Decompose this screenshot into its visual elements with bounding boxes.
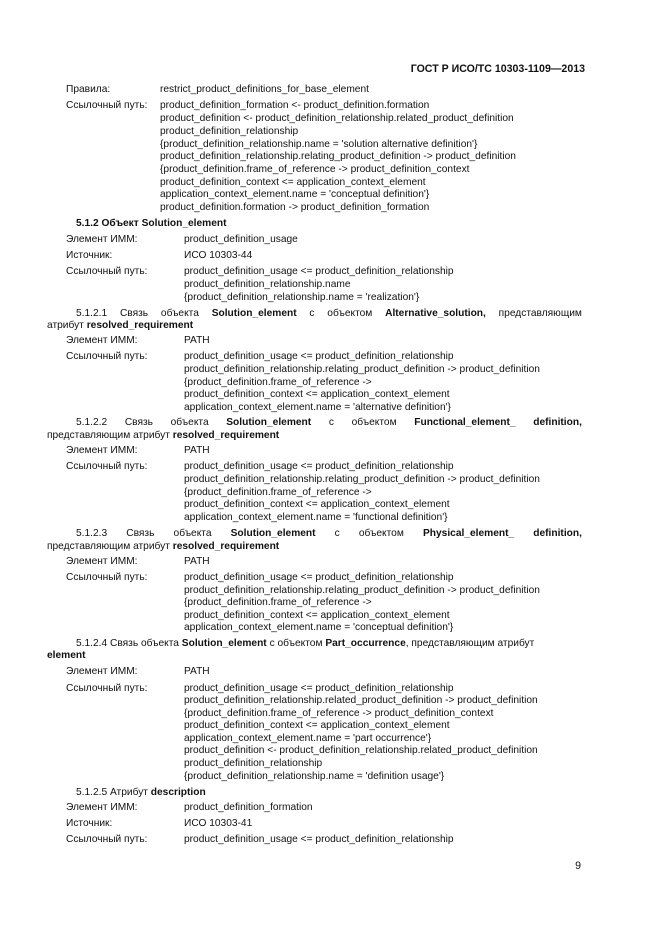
heading-word: объектом (351, 417, 397, 428)
ref-line: product_definition_relationship (160, 126, 299, 137)
section-heading-cont (47, 320, 193, 332)
heading-number: 5.1.2 Объект (76, 218, 139, 229)
heading-entity: Solution_element (226, 417, 312, 428)
heading-word: представляющим атрибут (47, 541, 170, 552)
aim-element-value: PATH (184, 666, 210, 677)
ref-path-label: Ссылочный путь: (66, 100, 148, 111)
ref-line: {product_definition.frame_of_reference -> (184, 377, 372, 388)
ref-line: {product_definition.frame_of_reference -> product_definition_context (160, 164, 470, 175)
ref-line: product_definition <- product_definition_relationship.related_product_definition (160, 113, 514, 124)
aim-element-label: Элемент ИММ: (66, 234, 138, 245)
heading-word: 5.1.2.1 (76, 308, 108, 319)
ref-path-label: Ссылочный путь: (66, 351, 148, 362)
heading-word: атрибут (47, 320, 84, 331)
source-label: Источник: (66, 818, 113, 829)
rules-label: Правила: (66, 84, 111, 95)
ref-line: product_definition_usage <= product_definition_relationship (184, 351, 454, 362)
ref-line: application_context_element.name = 'conceptual definition'} (184, 622, 454, 633)
section-heading-5-1-2-4 (76, 638, 534, 650)
ref-line: product_definition_relationship.name (184, 279, 351, 290)
section-heading-cont (47, 430, 279, 442)
heading-entity: Solution_element (141, 218, 227, 229)
section-heading-cont: element (47, 650, 86, 661)
ref-path-label: Ссылочный путь: (66, 572, 148, 583)
ref-line: {product_definition.frame_of_reference -> product_definition_context (184, 708, 494, 719)
source-label: Источник: (66, 250, 113, 261)
heading-word: объекта (173, 528, 212, 539)
ref-line: product_definition_relationship.related_product_definition -> product_definition (184, 695, 538, 706)
heading-entity: Functional_element_ (414, 417, 516, 428)
ref-line: product_definition_formation <- product_definition.formation (160, 100, 430, 111)
source-value: ИСО 10303-41 (184, 818, 253, 829)
ref-path-label: Ссылочный путь: (66, 461, 148, 472)
aim-element-value: PATH (184, 335, 210, 346)
section-heading-cont (47, 541, 279, 553)
aim-element-value: product_definition_formation (184, 802, 313, 813)
ref-line: product_definition_context <= application_context_element (184, 720, 450, 731)
ref-line: {product_definition.frame_of_reference -> (184, 487, 372, 498)
aim-element-value: product_definition_usage (184, 234, 298, 245)
section-heading-5-1-2-5 (76, 787, 206, 799)
ref-line: application_context_element.name = 'alternative definition'} (184, 402, 451, 413)
heading-attribute: resolved_requirement (172, 430, 280, 441)
heading-number: 5.1.2.5 Атрибут (76, 787, 148, 798)
ref-line: product_definition_context <= application_context_element (160, 177, 426, 188)
aim-element-label: Элемент ИММ: (66, 666, 138, 677)
heading-word: представляющим атрибут (47, 430, 170, 441)
heading-attribute: resolved_requirement (86, 320, 194, 331)
ref-path-label: Ссылочный путь: (66, 266, 148, 277)
heading-entity: Solution_element (181, 638, 267, 649)
ref-line: product_definition_context <= application_context_element (184, 499, 450, 510)
heading-attribute: description (150, 787, 206, 798)
heading-word: объектом (327, 308, 373, 319)
ref-line: {product_definition_relationship.name = 'realization'} (184, 292, 420, 303)
heading-entity: definition, (533, 417, 582, 428)
heading-word: объектом (358, 528, 404, 539)
ref-line: product_definition_relationship.relating_product_definition -> product_definition (184, 364, 540, 375)
source-value: ИСО 10303-44 (184, 250, 253, 261)
heading-word: 5.1.2.2 (76, 417, 108, 428)
ref-line: product_definition.formation -> product_definition_formation (160, 202, 430, 213)
aim-element-value: PATH (184, 445, 210, 456)
ref-line: product_definition_relationship.relating_product_definition -> product_definition (184, 585, 540, 596)
heading-word: с (334, 528, 340, 539)
heading-word: с объектом (269, 638, 323, 649)
ref-line: application_context_element.name = 'functional definition'} (184, 512, 448, 523)
ref-line: product_definition_usage <= product_definition_relationship (184, 461, 454, 472)
heading-word: с (309, 308, 315, 319)
heading-entity: definition, (533, 528, 582, 539)
aim-element-label: Элемент ИММ: (66, 445, 138, 456)
heading-entity: Physical_element_ (422, 528, 515, 539)
aim-element-value: PATH (184, 556, 210, 567)
ref-line: product_definition_usage <= product_definition_relationship (184, 266, 454, 277)
ref-line: product_definition_context <= application_context_element (184, 389, 450, 400)
heading-entity: Alternative_solution, (385, 308, 486, 319)
ref-line: product_definition_relationship.relating_product_definition -> product_definition (184, 474, 540, 485)
ref-line: application_context_element.name = 'conceptual definition'} (160, 189, 430, 200)
ref-line: product_definition_context <= application_context_element (184, 610, 450, 621)
ref-line: product_definition_usage <= product_definition_relationship (184, 834, 454, 845)
aim-element-label: Элемент ИММ: (66, 556, 138, 567)
ref-line: product_definition_usage <= product_definition_relationship (184, 572, 454, 583)
ref-line: product_definition_relationship (184, 758, 323, 769)
heading-word: объекта (170, 417, 209, 428)
heading-word: Связь (124, 417, 153, 428)
section-heading-5-1-2-3 (76, 528, 582, 540)
section-heading-5-1-2-2 (76, 417, 582, 429)
heading-entity: Solution_element (211, 308, 297, 319)
rules-value: restrict_product_definitions_for_base_element (160, 84, 369, 95)
aim-element-label: Элемент ИММ: (66, 802, 138, 813)
heading-entity: Part_occurrence (325, 638, 406, 649)
ref-line: product_definition_usage <= product_definition_relationship (184, 683, 454, 694)
ref-line: product_definition <- product_definition_relationship.related_product_definition (184, 745, 538, 756)
heading-word: , представляющим атрибут (405, 638, 535, 649)
heading-word: с (328, 417, 334, 428)
ref-line: product_definition_relationship.relating_product_definition -> product_definition (160, 151, 516, 162)
heading-word: 5.1.2.4 Связь объекта (76, 638, 179, 649)
heading-word: представляющим (498, 308, 582, 319)
aim-element-label: Элемент ИММ: (66, 335, 138, 346)
heading-entity: Solution_element (230, 528, 316, 539)
heading-word: объекта (160, 308, 199, 319)
section-heading-5-1-2-1 (76, 308, 582, 320)
ref-line: {product_definition.frame_of_reference -> (184, 597, 372, 608)
heading-word: Связь (126, 528, 155, 539)
page-number: 9 (575, 860, 581, 872)
heading-attribute: resolved_requirement (172, 541, 280, 552)
heading-word: Связь (119, 308, 149, 319)
page-header: ГОСТ Р ИСО/ТС 10303-1109—2013 (410, 63, 585, 75)
heading-word: 5.1.2.3 (76, 528, 108, 539)
section-heading-5-1-2 (76, 218, 227, 230)
ref-path-label: Ссылочный путь: (66, 834, 148, 845)
ref-line: {product_definition_relationship.name = 'solution alternative definition'} (160, 139, 478, 150)
ref-line: {product_definition_relationship.name = 'definition usage'} (184, 771, 445, 782)
ref-line: application_context_element.name = 'part occurrence'} (184, 733, 432, 744)
ref-path-label: Ссылочный путь: (66, 683, 148, 694)
